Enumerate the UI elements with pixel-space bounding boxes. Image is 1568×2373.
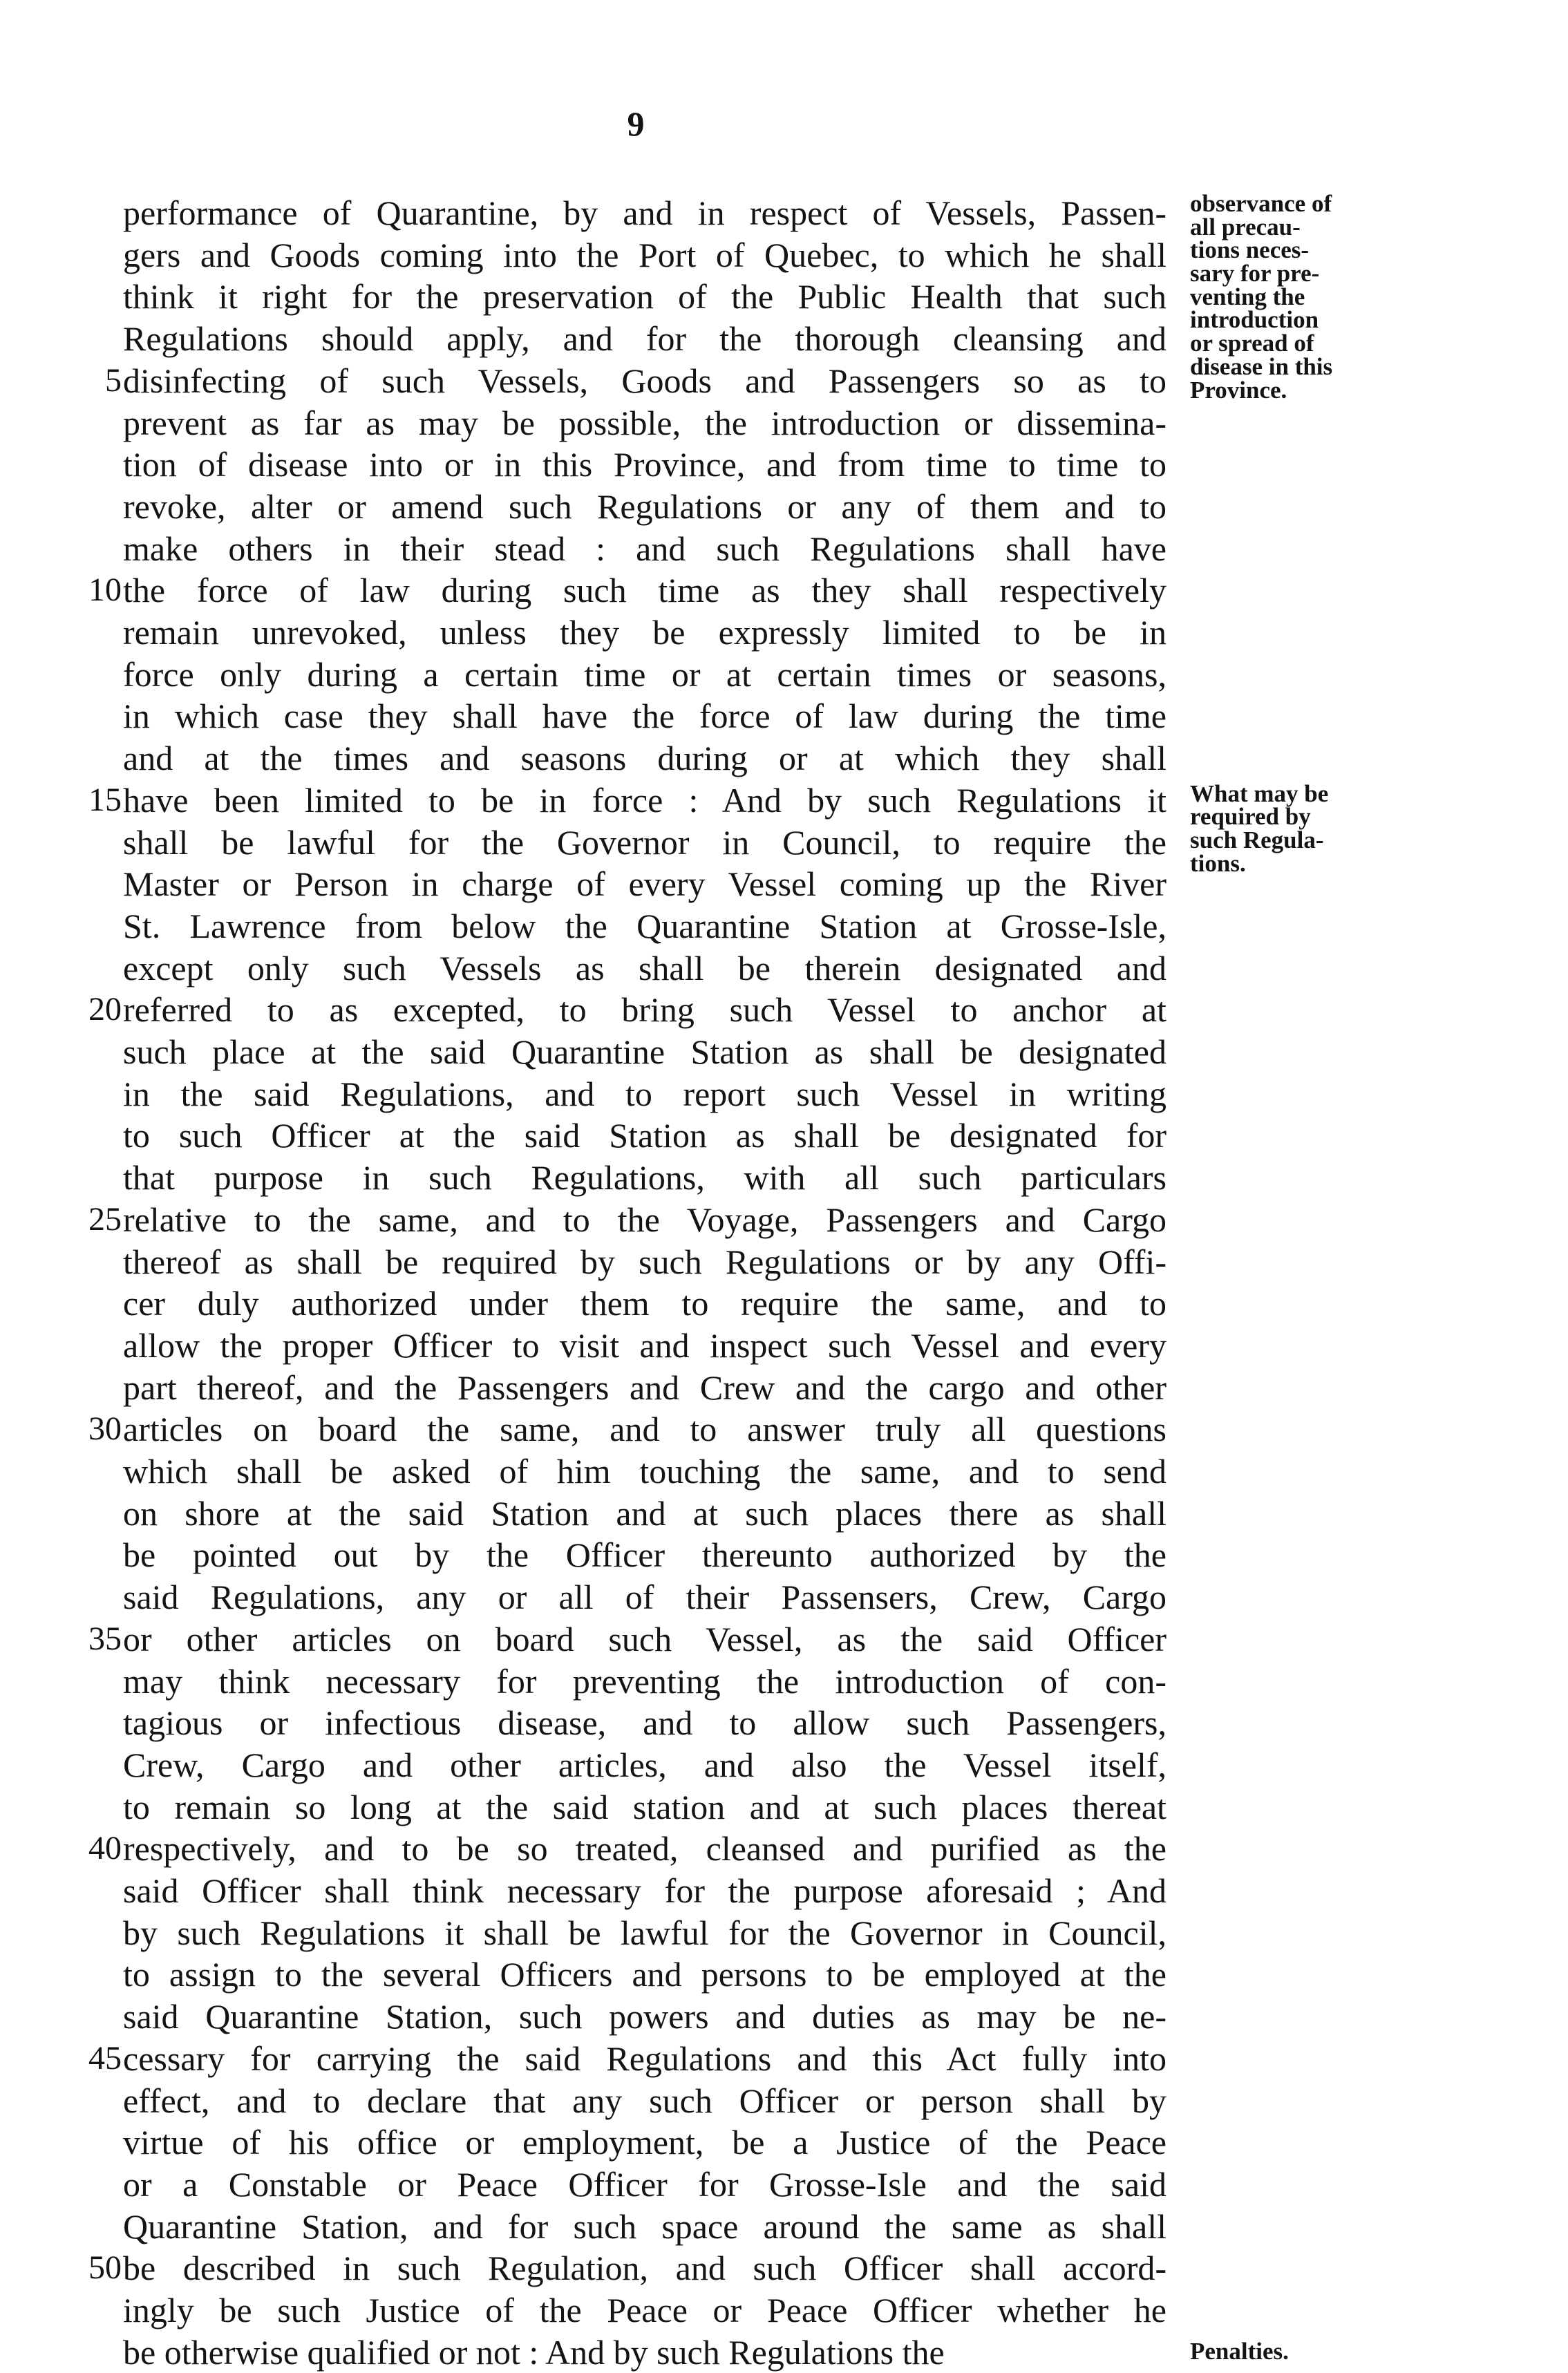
text-line: or other articles on board such Vessel, as the said Officer (123, 1619, 1166, 1658)
text-line: Regulations should apply, and for the thorough cleansing and (123, 319, 1166, 359)
margin-note-line: What may be (1190, 779, 1329, 807)
line-number: 5 (105, 361, 122, 399)
line-number: 35 (88, 1620, 122, 1657)
margin-note (1190, 779, 1397, 877)
margin-note-line: all precau- (1190, 213, 1301, 240)
margin-note-line: introduction (1190, 306, 1319, 334)
text-line: be otherwise qualified or not : And by such Regulations the (123, 2332, 945, 2372)
text-line: St. Lawrence from below the Quarantine Station at Grosse-Isle, (123, 906, 1166, 945)
text-line: be pointed out by the Officer thereunto authorized by the (123, 1535, 1166, 1575)
margin-note-line: Penalties. (1190, 2337, 1289, 2365)
line-number: 15 (88, 781, 122, 818)
text-line: Master or Person in charge of every Vessel coming up the River (123, 864, 1166, 904)
text-line: performance of Quarantine, by and in respect of Vessels, Passen- (123, 193, 1166, 232)
text-line: in which case they shall have the force of law during the time (123, 697, 1166, 736)
margin-note (1190, 2337, 1397, 2365)
text-line: force only during a certain time or at certain times or seasons, (123, 654, 1166, 694)
text-line: disinfecting of such Vessels, Goods and Passengers so as to (123, 361, 1166, 400)
page-number: 9 (627, 104, 645, 143)
line-number: 30 (88, 1410, 122, 1448)
line-number: 25 (88, 1200, 122, 1238)
text-line: have been limited to be in force : And by such Regulations it (123, 780, 1166, 820)
text-line: that purpose in such Regulations, with all such particulars (123, 1158, 1166, 1198)
text-line: such place at the said Quarantine Station as shall be designated (123, 1032, 1166, 1071)
text-line: articles on board the same, and to answer truly all questions (123, 1410, 1166, 1449)
text-line: to such Officer at the said Station as shall be designated for (123, 1116, 1166, 1155)
margin-note-line: venting the (1190, 283, 1305, 310)
text-line: tagious or infectious disease, and to allow such Passengers, (123, 1703, 1166, 1743)
text-line: or a Constable or Peace Officer for Grosse-Isle and the said (123, 2164, 1166, 2204)
text-line: part thereof, and the Passengers and Crew and the cargo and other (123, 1368, 1166, 1407)
text-line: said Officer shall think necessary for the purpose aforesaid ; And (123, 1871, 1166, 1910)
margin-note-line: required by (1190, 803, 1311, 831)
text-line: said Regulations, any or all of their Passensers, Crew, Cargo (123, 1578, 1166, 1617)
text-line: except only such Vessels as shall be therein designated and (123, 948, 1166, 987)
text-line: relative to the same, and to the Voyage, Passengers and Cargo (123, 1200, 1166, 1239)
text-line: referred to as excepted, to bring such Vessel to anchor at (123, 990, 1166, 1030)
text-line: shall be lawful for the Governor in Council, to require the (123, 822, 1166, 862)
text-line: tion of disease into or in this Province, and from time to time to (123, 445, 1166, 484)
text-line: said Quarantine Station, such powers and duties as may be ne- (123, 1997, 1166, 2036)
text-line: make others in their stead : and such Regulations shall have (123, 529, 1166, 568)
text-line: by such Regulations it shall be lawful for the Governor in Council, (123, 1913, 1166, 1952)
text-line: and at the times and seasons during or at which they shall (123, 739, 1166, 778)
text-line: respectively, and to be so treated, cleansed and purified as the (123, 1829, 1166, 1869)
text-line: remain unrevoked, unless they be expressly limited to be in (123, 613, 1166, 652)
text-line: may think necessary for preventing the introduction of con- (123, 1661, 1166, 1701)
line-number: 20 (88, 991, 122, 1028)
text-line: to assign to the several Officers and persons to be employed at the (123, 1955, 1166, 1994)
text-line: cer duly authorized under them to require the same, and to (123, 1284, 1166, 1323)
margin-note-line: Province. (1190, 376, 1287, 404)
text-line: ingly be such Justice of the Peace or Peace Officer whether he (123, 2291, 1166, 2329)
text-line: which shall be asked of him touching the same, and to send (123, 1452, 1166, 1491)
line-number: 10 (88, 571, 122, 609)
margin-note-line: observance of (1190, 190, 1332, 217)
margin-note-line: tions. (1190, 849, 1246, 877)
margin-note-line: tions neces- (1190, 236, 1310, 264)
line-number: 50 (88, 2249, 122, 2287)
text-line: cessary for carrying the said Regulations and this Act fully into (123, 2039, 1166, 2078)
margin-note (1190, 190, 1397, 404)
line-number: 40 (88, 1830, 122, 1867)
text-line: revoke, alter or amend such Regulations or any of them and to (123, 486, 1166, 526)
text-line: think it right for the preservation of the Public Health that such (123, 277, 1166, 316)
margin-note-line: or spread of (1190, 330, 1314, 357)
text-line: gers and Goods coming into the Port of Quebec, to which he shall (123, 235, 1166, 274)
margin-note-line: such Regula- (1190, 826, 1324, 854)
text-line: prevent as far as may be possible, the introduction or dissemina- (123, 403, 1166, 442)
line-number: 45 (88, 2039, 122, 2077)
text-line: on shore at the said Station and at such places there as shall (123, 1493, 1166, 1533)
text-line: effect, and to declare that any such Officer or person shall by (123, 2081, 1166, 2120)
text-line: virtue of his office or employment, be a Justice of the Peace (123, 2123, 1166, 2162)
text-line: allow the proper Officer to visit and inspect such Vessel and every (123, 1325, 1166, 1365)
margin-note-line: sary for pre- (1190, 260, 1320, 287)
text-line: Crew, Cargo and other articles, and also the Vessel itself, (123, 1745, 1166, 1784)
text-line: thereof as shall be required by such Regulations or by any Offi- (123, 1242, 1166, 1281)
text-line: the force of law during such time as they shall respectively (123, 571, 1166, 610)
text-line: Quarantine Station, and for such space around the same as shall (123, 2206, 1166, 2246)
text-line: in the said Regulations, and to report such Vessel in writing (123, 1074, 1166, 1113)
text-line: be described in such Regulation, and such Officer shall accord- (123, 2249, 1166, 2288)
margin-note-line: disease in this (1190, 352, 1333, 380)
text-line: to remain so long at the said station and at such places thereat (123, 1787, 1166, 1826)
